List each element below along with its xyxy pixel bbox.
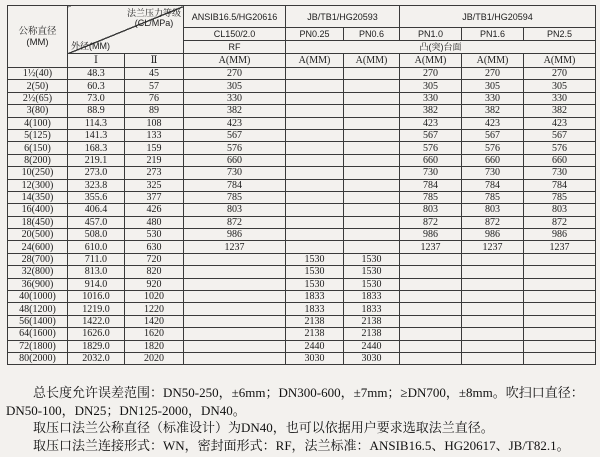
cell-ansi-cl150-a [184, 278, 286, 290]
cell-dn: 3(80) [8, 105, 68, 117]
table-row [8, 266, 596, 278]
cell-pn1.6-a: 785 [462, 191, 524, 203]
col-header-a-mm-pn1.6: A(MM) [462, 54, 524, 68]
cell-dn: 18(450) [8, 216, 68, 228]
table-row [8, 278, 596, 290]
cell-pn0.25-a [286, 179, 344, 191]
cell-pn0.25-a [286, 191, 344, 203]
cell-pn2.5-a [524, 328, 596, 340]
cell-od-I: 73.0 [68, 92, 125, 104]
cell-pn0.25-a: 2138 [286, 315, 344, 327]
table-row [8, 216, 596, 228]
cell-pn0.25-a [286, 92, 344, 104]
cell-ansi-cl150-a [184, 253, 286, 265]
cell-pn0.6-a [344, 167, 400, 179]
cell-pn2.5-a [524, 303, 596, 315]
col-header-pn1.0: PN1.0 [400, 28, 462, 41]
cell-pn0.6-a [344, 154, 400, 166]
cell-pn1.0-a [400, 328, 462, 340]
table-row [8, 167, 596, 179]
col-header-pn0.6: PN0.6 [344, 28, 400, 41]
cell-od-I: 1219.0 [68, 303, 125, 315]
cell-od-II: 530 [125, 229, 184, 241]
cell-pn1.6-a: 330 [462, 92, 524, 104]
cell-ansi-cl150-a [184, 291, 286, 303]
cell-od-I: 610.0 [68, 241, 125, 253]
cell-pn2.5-a [524, 315, 596, 327]
cell-pn2.5-a: 270 [524, 68, 596, 80]
cell-pn1.6-a: 576 [462, 142, 524, 154]
cell-pn2.5-a: 567 [524, 129, 596, 141]
note-pressure-tap-diameter: 取压口法兰公称直径（标准设计）为DN40，也可以依据用户要求选取法兰直径。 [33, 420, 494, 435]
cell-pn0.25-a: 1833 [286, 303, 344, 315]
cell-pn1.0-a: 730 [400, 167, 462, 179]
cell-pn0.6-a: 1530 [344, 253, 400, 265]
cell-pn2.5-a [524, 352, 596, 364]
table-row [8, 315, 596, 327]
cell-ansi-cl150-a [184, 315, 286, 327]
cell-pn0.25-a [286, 167, 344, 179]
cell-od-II: 1620 [125, 328, 184, 340]
cell-od-II: 219 [125, 154, 184, 166]
cell-pn0.6-a [344, 179, 400, 191]
cell-ansi-cl150-a: 270 [184, 68, 286, 80]
col-header-od-I: Ⅰ [68, 54, 125, 68]
cell-ansi-cl150-a: 660 [184, 154, 286, 166]
cell-pn0.25-a [286, 241, 344, 253]
cell-pn0.6-a [344, 105, 400, 117]
nominal-diameter-unit: (MM) [26, 36, 49, 48]
cell-pn1.0-a: 986 [400, 229, 462, 241]
cell-pn1.6-a [462, 352, 524, 364]
cell-pn2.5-a: 305 [524, 80, 596, 92]
cell-od-I: 1626.0 [68, 328, 125, 340]
cell-dn: 72(1800) [8, 340, 68, 352]
cell-pn1.0-a [400, 253, 462, 265]
cell-pn1.0-a: 330 [400, 92, 462, 104]
cell-pn2.5-a: 803 [524, 204, 596, 216]
cell-pn0.6-a [344, 80, 400, 92]
cell-pn0.25-a [286, 142, 344, 154]
cell-pn2.5-a [524, 291, 596, 303]
cell-od-II: 57 [125, 80, 184, 92]
cell-pn0.6-a: 3030 [344, 352, 400, 364]
cell-pn0.25-a [286, 117, 344, 129]
cell-pn0.6-a: 1530 [344, 278, 400, 290]
cell-pn1.0-a: 785 [400, 191, 462, 203]
cell-pn0.6-a [344, 68, 400, 80]
cell-od-I: 508.0 [68, 229, 125, 241]
cell-pn0.25-a [286, 80, 344, 92]
cell-pn0.6-a: 2440 [344, 340, 400, 352]
cell-pn1.6-a: 660 [462, 154, 524, 166]
cell-pn0.6-a [344, 129, 400, 141]
cell-pn1.0-a [400, 266, 462, 278]
cell-ansi-cl150-a: 330 [184, 92, 286, 104]
nominal-diameter-label: 公称直径 [18, 25, 57, 37]
table-row [8, 92, 596, 104]
cell-od-II: 426 [125, 204, 184, 216]
cell-pn2.5-a: 423 [524, 117, 596, 129]
table-row [8, 179, 596, 191]
cell-pn0.6-a [344, 191, 400, 203]
table-row [8, 303, 596, 315]
cell-pn0.25-a: 1530 [286, 266, 344, 278]
cell-pn0.6-a [344, 92, 400, 104]
cell-ansi-cl150-a: 382 [184, 105, 286, 117]
cell-dn: 14(350) [8, 191, 68, 203]
cell-pn0.25-a: 3030 [286, 352, 344, 364]
cell-od-I: 406.4 [68, 204, 125, 216]
cell-pn1.6-a [462, 303, 524, 315]
cell-pn1.0-a: 423 [400, 117, 462, 129]
cell-od-II: 920 [125, 278, 184, 290]
cell-od-I: 1016.0 [68, 291, 125, 303]
cell-ansi-cl150-a [184, 328, 286, 340]
cell-pn1.0-a: 660 [400, 154, 462, 166]
cell-pn1.0-a [400, 291, 462, 303]
cell-od-II: 273 [125, 167, 184, 179]
cell-pn1.0-a: 270 [400, 68, 462, 80]
cell-pn2.5-a [524, 278, 596, 290]
cell-dn: 32(800) [8, 266, 68, 278]
cell-ansi-cl150-a [184, 352, 286, 364]
cell-pn1.0-a: 576 [400, 142, 462, 154]
cell-od-I: 219.1 [68, 154, 125, 166]
cell-od-I: 2032.0 [68, 352, 125, 364]
flange-spec-table [7, 5, 596, 365]
col-header-jb-hg20593: JB/TB1/HG20593 [286, 6, 400, 28]
col-header-a-mm-pn0.6: A(MM) [344, 54, 400, 68]
footnotes [6, 384, 598, 454]
col-header-jb-hg20594: JB/TB1/HG20594 [400, 6, 596, 28]
cell-pn0.25-a [286, 229, 344, 241]
cell-pn1.0-a: 784 [400, 179, 462, 191]
cell-od-I: 323.8 [68, 179, 125, 191]
col-header-od-II: Ⅱ [125, 54, 184, 68]
table-row [8, 129, 596, 141]
cell-ansi-cl150-a: 803 [184, 204, 286, 216]
cell-pn1.6-a: 1237 [462, 241, 524, 253]
cell-pn1.0-a [400, 278, 462, 290]
cell-pn0.6-a: 1833 [344, 291, 400, 303]
cell-ansi-cl150-a: 986 [184, 229, 286, 241]
cell-od-I: 813.0 [68, 266, 125, 278]
cell-pn0.25-a: 2138 [286, 328, 344, 340]
table-row [8, 229, 596, 241]
cell-pn2.5-a [524, 340, 596, 352]
cell-od-II: 1220 [125, 303, 184, 315]
cell-dn: 40(1000) [8, 291, 68, 303]
cell-od-I: 60.3 [68, 80, 125, 92]
table-row [8, 253, 596, 265]
cell-dn: 1½(40) [8, 68, 68, 80]
cell-od-II: 133 [125, 129, 184, 141]
cell-dn: 2½(65) [8, 92, 68, 104]
cell-dn: 4(100) [8, 117, 68, 129]
cell-pn1.0-a: 803 [400, 204, 462, 216]
pressure-class-label: 法兰压力等级 (CL/MPa) [126, 8, 181, 28]
table-row [8, 154, 596, 166]
cell-od-I: 88.9 [68, 105, 125, 117]
cell-pn1.6-a: 423 [462, 117, 524, 129]
cell-pn2.5-a [524, 253, 596, 265]
cell-od-II: 377 [125, 191, 184, 203]
col-header-raised-face: 凸(突)台面 [286, 41, 596, 54]
cell-dn: 6(150) [8, 142, 68, 154]
cell-pn1.0-a [400, 315, 462, 327]
cell-pn0.25-a [286, 154, 344, 166]
cell-pn1.6-a: 872 [462, 216, 524, 228]
cell-pn2.5-a: 330 [524, 92, 596, 104]
cell-od-II: 325 [125, 179, 184, 191]
cell-pn1.6-a [462, 328, 524, 340]
cell-od-II: 108 [125, 117, 184, 129]
cell-ansi-cl150-a [184, 266, 286, 278]
cell-pn0.25-a [286, 129, 344, 141]
cell-pn0.6-a [344, 142, 400, 154]
cell-ansi-cl150-a: 785 [184, 191, 286, 203]
cell-od-I: 48.3 [68, 68, 125, 80]
cell-od-II: 630 [125, 241, 184, 253]
col-header-nominal-diameter [8, 6, 68, 68]
cell-pn0.6-a: 1833 [344, 303, 400, 315]
cell-pn1.6-a [462, 315, 524, 327]
cell-pn2.5-a: 785 [524, 191, 596, 203]
outer-diameter-label: 外径(MM) [71, 41, 110, 51]
cell-od-II: 1420 [125, 315, 184, 327]
table-row [8, 204, 596, 216]
cell-pn2.5-a: 986 [524, 229, 596, 241]
cell-pn0.25-a: 2440 [286, 340, 344, 352]
table-row [8, 105, 596, 117]
col-header-ansi-standard: ANSIB16.5/HG20616 [184, 6, 286, 28]
note-flange-connection: 取压口法兰连接形式：WN，密封面形式：RF，法兰标准：ANSIB16.5、HG20617、JB/T82.1。 [33, 437, 570, 453]
cell-od-I: 273.0 [68, 167, 125, 179]
col-header-a-mm-pn2.5: A(MM) [524, 54, 596, 68]
cell-pn2.5-a: 730 [524, 167, 596, 179]
cell-pn1.6-a: 784 [462, 179, 524, 191]
cell-pn2.5-a: 576 [524, 142, 596, 154]
table-row [8, 328, 596, 340]
note-purge-diameter: DN50-100，DN25；DN125-2000，DN40。 [6, 402, 246, 418]
cell-pn1.6-a: 305 [462, 80, 524, 92]
cell-od-I: 141.3 [68, 129, 125, 141]
cell-od-I: 114.3 [68, 117, 125, 129]
cell-od-II: 480 [125, 216, 184, 228]
cell-pn0.6-a [344, 241, 400, 253]
cell-od-II: 159 [125, 142, 184, 154]
col-header-a-mm-pn1.0: A(MM) [400, 54, 462, 68]
table-header [8, 6, 596, 68]
cell-pn0.25-a [286, 105, 344, 117]
cell-dn: 36(900) [8, 278, 68, 290]
cell-pn2.5-a: 660 [524, 154, 596, 166]
cell-od-II: 89 [125, 105, 184, 117]
cell-ansi-cl150-a: 730 [184, 167, 286, 179]
cell-od-I: 711.0 [68, 253, 125, 265]
col-header-pn1.6: PN1.6 [462, 28, 524, 41]
table-row [8, 191, 596, 203]
col-header-rf-face: RF [184, 41, 286, 54]
table-row [8, 340, 596, 352]
cell-ansi-cl150-a: 1237 [184, 241, 286, 253]
cell-od-I: 1422.0 [68, 315, 125, 327]
cell-pn0.6-a: 2138 [344, 315, 400, 327]
cell-od-I: 168.3 [68, 142, 125, 154]
cell-pn1.6-a: 382 [462, 105, 524, 117]
cell-pn1.0-a [400, 340, 462, 352]
cell-pn1.6-a: 986 [462, 229, 524, 241]
cell-ansi-cl150-a [184, 340, 286, 352]
cell-od-II: 1820 [125, 340, 184, 352]
cell-od-I: 1829.0 [68, 340, 125, 352]
table-body [8, 68, 596, 365]
cell-pn0.6-a [344, 117, 400, 129]
cell-ansi-cl150-a: 423 [184, 117, 286, 129]
col-header-pn2.5: PN2.5 [524, 28, 596, 41]
cell-dn: 10(250) [8, 167, 68, 179]
cell-od-II: 2020 [125, 352, 184, 364]
cell-pn0.25-a [286, 204, 344, 216]
cell-pn0.6-a [344, 229, 400, 241]
cell-ansi-cl150-a: 305 [184, 80, 286, 92]
cell-dn: 80(2000) [8, 352, 68, 364]
table-row [8, 68, 596, 80]
cell-dn: 2(50) [8, 80, 68, 92]
cell-dn: 5(125) [8, 129, 68, 141]
cell-pn1.6-a [462, 291, 524, 303]
cell-dn: 16(400) [8, 204, 68, 216]
cell-pn1.0-a: 872 [400, 216, 462, 228]
cell-od-I: 914.0 [68, 278, 125, 290]
col-header-outer-diameter-diagonal [68, 6, 184, 54]
cell-ansi-cl150-a: 784 [184, 179, 286, 191]
cell-pn0.25-a: 1530 [286, 278, 344, 290]
cell-pn1.6-a [462, 253, 524, 265]
col-header-a-mm-cl150: A(MM) [184, 54, 286, 68]
cell-pn0.6-a [344, 204, 400, 216]
cell-pn1.6-a: 270 [462, 68, 524, 80]
cell-pn1.6-a [462, 266, 524, 278]
cell-dn: 12(300) [8, 179, 68, 191]
cell-od-I: 355.6 [68, 191, 125, 203]
cell-dn: 8(200) [8, 154, 68, 166]
cell-od-II: 76 [125, 92, 184, 104]
cell-dn: 64(1600) [8, 328, 68, 340]
cell-pn1.0-a: 567 [400, 129, 462, 141]
cell-ansi-cl150-a: 872 [184, 216, 286, 228]
cell-od-II: 1020 [125, 291, 184, 303]
cell-dn: 28(700) [8, 253, 68, 265]
cell-ansi-cl150-a: 567 [184, 129, 286, 141]
cell-pn1.6-a: 567 [462, 129, 524, 141]
cell-pn0.25-a [286, 68, 344, 80]
cell-pn0.25-a: 1833 [286, 291, 344, 303]
cell-od-II: 820 [125, 266, 184, 278]
col-header-cl150: CL150/2.0 [184, 28, 286, 41]
cell-ansi-cl150-a [184, 303, 286, 315]
cell-od-I: 457.0 [68, 216, 125, 228]
cell-pn0.6-a: 2138 [344, 328, 400, 340]
table-row [8, 291, 596, 303]
cell-ansi-cl150-a: 576 [184, 142, 286, 154]
table-row [8, 117, 596, 129]
cell-pn1.6-a: 730 [462, 167, 524, 179]
col-header-a-mm-pn0.25: A(MM) [286, 54, 344, 68]
cell-pn1.0-a: 1237 [400, 241, 462, 253]
cell-pn2.5-a [524, 266, 596, 278]
cell-pn2.5-a: 784 [524, 179, 596, 191]
cell-pn1.6-a [462, 278, 524, 290]
cell-pn2.5-a: 872 [524, 216, 596, 228]
cell-pn1.0-a: 305 [400, 80, 462, 92]
cell-pn1.6-a [462, 340, 524, 352]
cell-pn2.5-a: 382 [524, 105, 596, 117]
cell-pn1.0-a: 382 [400, 105, 462, 117]
cell-dn: 56(1400) [8, 315, 68, 327]
cell-pn0.25-a: 1530 [286, 253, 344, 265]
cell-pn2.5-a: 1237 [524, 241, 596, 253]
cell-dn: 48(1200) [8, 303, 68, 315]
cell-pn0.25-a [286, 216, 344, 228]
cell-pn1.0-a [400, 303, 462, 315]
cell-dn: 20(500) [8, 229, 68, 241]
cell-pn1.0-a [400, 352, 462, 364]
table-row [8, 142, 596, 154]
col-header-pn0.25: PN0.25 [286, 28, 344, 41]
cell-pn0.6-a: 1530 [344, 266, 400, 278]
cell-od-II: 720 [125, 253, 184, 265]
cell-dn: 24(600) [8, 241, 68, 253]
table-row [8, 241, 596, 253]
cell-pn0.6-a [344, 216, 400, 228]
table-row [8, 352, 596, 364]
table-row [8, 80, 596, 92]
note-tolerance: 总长度允许误差范围：DN50-250，±6mm；DN300-600，±7mm；≥DN700，±8mm。吹扫口直径： [33, 385, 584, 400]
cell-pn1.6-a: 803 [462, 204, 524, 216]
cell-od-II: 45 [125, 68, 184, 80]
